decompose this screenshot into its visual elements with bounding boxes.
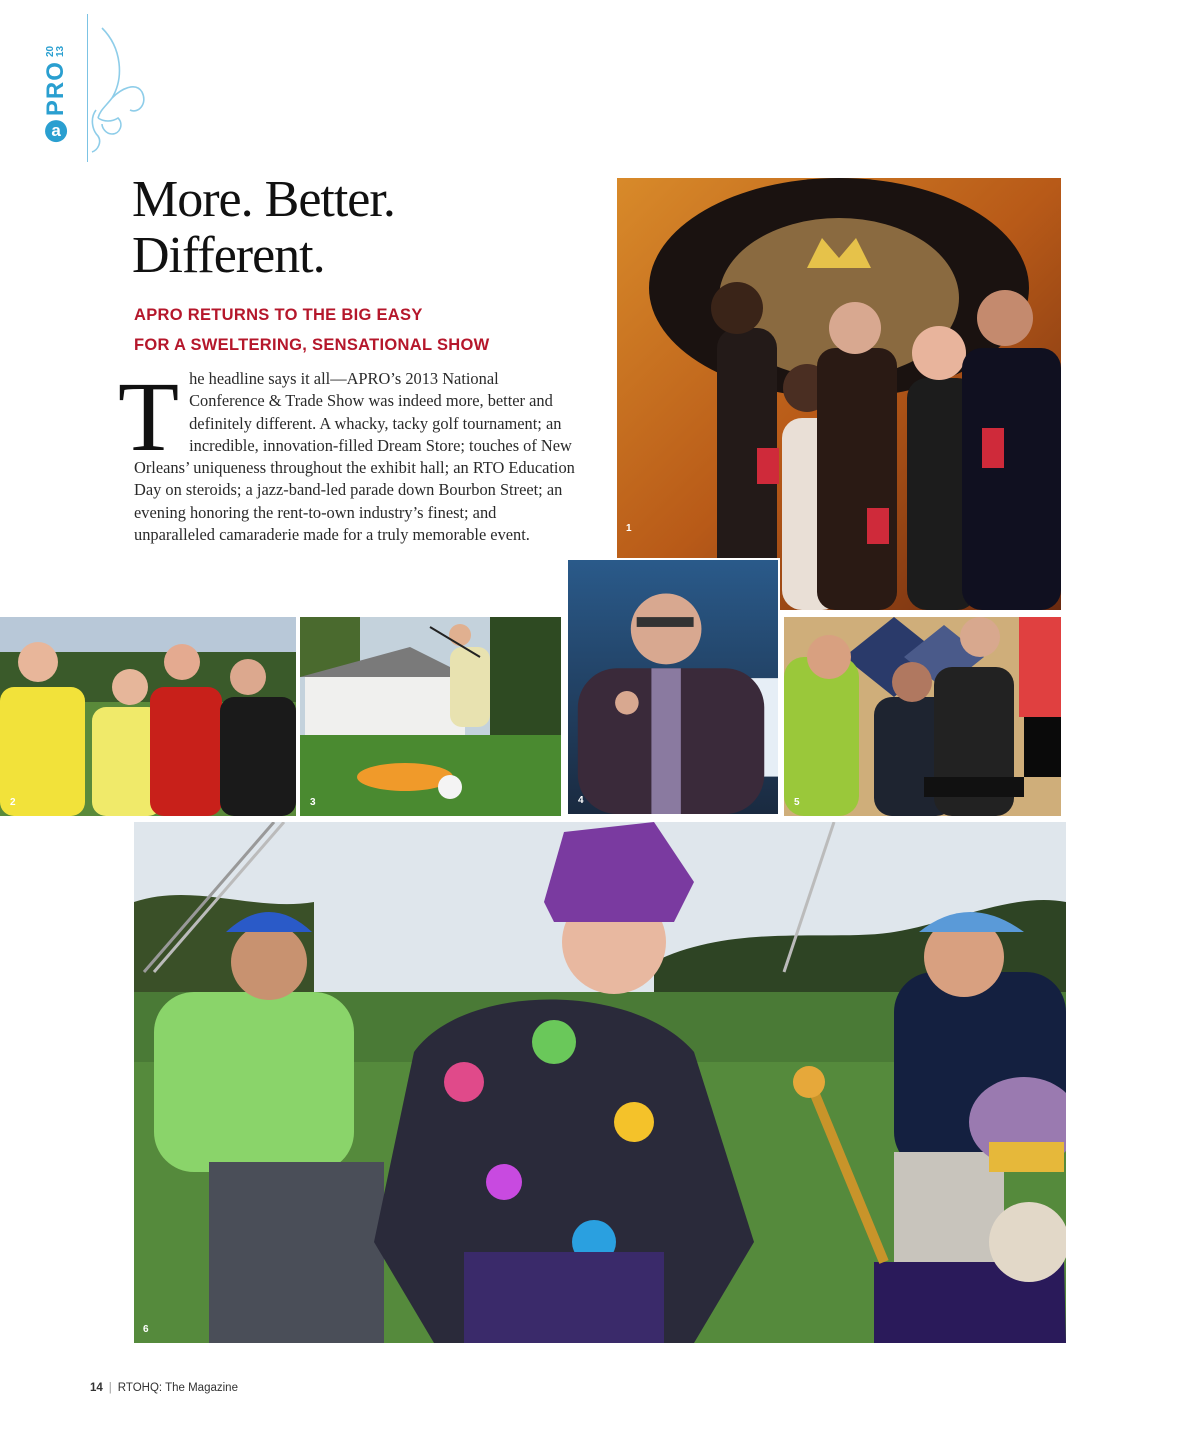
page-number: 14 <box>90 1382 103 1394</box>
logo-text: PRO <box>42 61 70 117</box>
headline-line-1: More. Better. <box>132 171 395 228</box>
photo-golf-foursome <box>0 617 296 816</box>
logo-year-bottom: 13 <box>55 45 67 58</box>
drop-cap: T <box>118 361 180 472</box>
logo-year <box>46 46 66 57</box>
photo-number-1: 1 <box>626 523 632 534</box>
headline-line-2: Different. <box>132 227 325 284</box>
page-footer: 14 | RTOHQ: The Magazine <box>90 1382 238 1394</box>
logo-letter: a <box>45 120 67 142</box>
photo-number-6: 6 <box>143 1324 149 1335</box>
photo-costumed-golfers <box>134 822 1066 1343</box>
article-subhead <box>134 300 574 360</box>
photo-speaker <box>566 558 780 816</box>
photo-number-5: 5 <box>794 797 800 808</box>
photo-trade-show-booth <box>784 617 1061 816</box>
photo-mardi-gras-royalty <box>617 178 1061 610</box>
article-body <box>118 361 576 546</box>
subhead-line-1: APRO RETURNS TO THE BIG EASY <box>134 306 423 324</box>
photo-number-3: 3 <box>310 797 316 808</box>
body-text: he headline says it all—APRO’s 2013 National Conference & Trade Show was indeed more, better and definitely different. A whacky, tacky golf tournament; an incredible, innovation-filled Dream Store; touches of New Orleans’ uniqueness throughout the exhibit hall; an RTO Education Day on steroids; a jazz-band-led parade down Bourbon Street; an evening honoring the rent-to-own industry’s finest; and unparalleled camaraderie made for a truly memorable event. <box>134 369 575 545</box>
fleur-de-lis-icon <box>88 18 150 158</box>
photo-costumed-golfer <box>300 617 561 816</box>
photo-number-2: 2 <box>10 797 16 808</box>
logo-year-top: 20 <box>45 45 57 58</box>
publication-name: RTOHQ: The Magazine <box>117 1382 238 1394</box>
subhead-line-2: FOR A SWELTERING, SENSATIONAL SHOW <box>134 336 490 354</box>
photo-number-4: 4 <box>578 795 584 806</box>
article-headline <box>132 172 572 284</box>
